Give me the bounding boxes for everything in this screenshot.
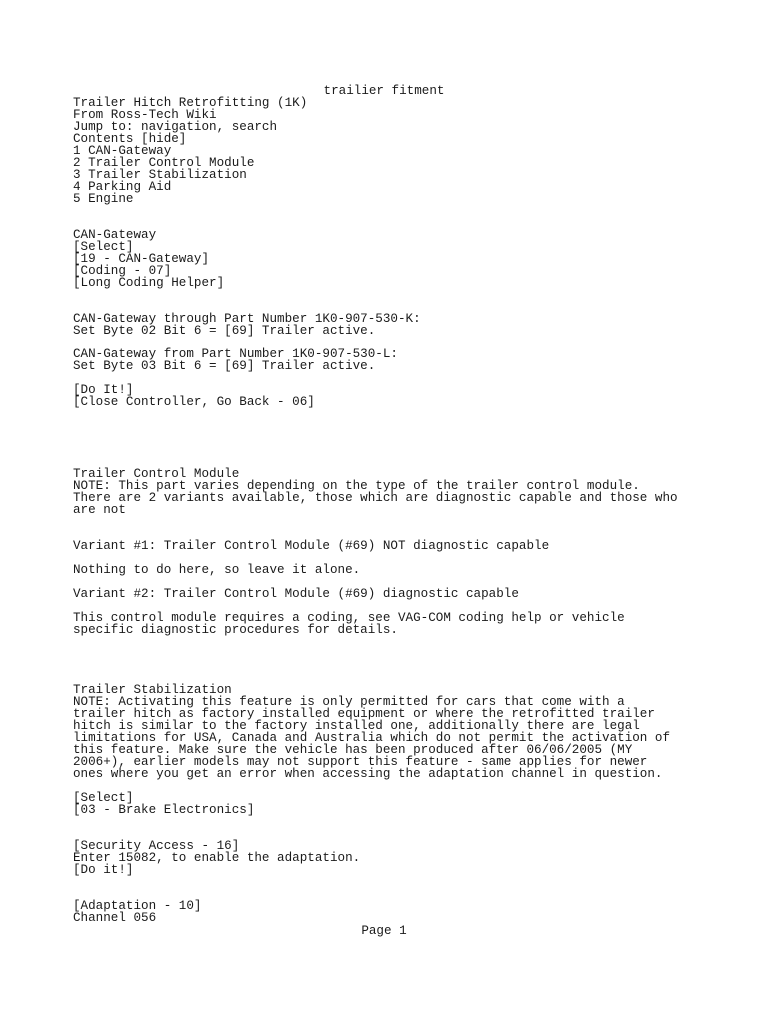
body-line: Set Byte 03 Bit 6 = [69] Trailer active. [73,359,376,373]
page-header-title: trailier fitment [323,84,445,98]
body-line: Nothing to do here, so leave it alone. [73,563,361,577]
step-line: [Long Coding Helper] [73,276,225,290]
body-line: Channel 056 [73,911,157,925]
note-line: There are 2 variants available, those which are diagnostic capable and those who [73,491,678,505]
document-title: Trailer Hitch Retrofitting (1K) [73,96,308,110]
note-line: limitations for USA, Canada and Australia which do not permit the activation of [73,731,671,745]
source-line: From Ross-Tech Wiki [73,108,217,122]
step-line: [19 - CAN-Gateway] [73,252,210,266]
note-line: 2006+), earlier models may not support this feature - same applies for newer [73,755,648,769]
body-line: Enter 15082, to enable the adaptation. [73,851,361,865]
note-line: ones where you get an error when accessing the adaptation channel in question. [73,767,663,781]
variant-heading: Variant #1: Trailer Control Module (#69) NOT diagnostic capable [73,539,550,553]
note-line: hitch is similar to the factory installed one, additionally there are legal [73,719,640,733]
section-heading-trailer-control: Trailer Control Module [73,467,240,481]
contents-label: Contents [hide] [73,132,187,146]
note-line: trailer hitch as factory installed equipment or where the retrofitted trailer [73,707,655,721]
body-line: Set Byte 02 Bit 6 = [69] Trailer active. [73,324,376,338]
jump-to-line: Jump to: navigation, search [73,120,278,134]
note-line: NOTE: Activating this feature is only permitted for cars that come with a [73,695,625,709]
step-line: [Do It!] [73,383,134,397]
step-line: [Do it!] [73,863,134,877]
toc-item: 3 Trailer Stabilization [73,168,247,182]
section-heading-can-gateway: CAN-Gateway [73,228,157,242]
step-line: [03 - Brake Electronics] [73,803,255,817]
toc-item: 5 Engine [73,192,134,206]
step-line: [Select] [73,240,134,254]
body-line: CAN-Gateway through Part Number 1K0-907-530-K: [73,312,421,326]
step-line: [Close Controller, Go Back - 06] [73,395,315,409]
step-line: [Security Access - 16] [73,839,240,853]
toc-item: 4 Parking Aid [73,180,172,194]
note-line: this feature. Make sure the vehicle has been produced after 06/06/2005 (MY [73,743,633,757]
note-line: NOTE: This part varies depending on the type of the trailer control module. [73,479,640,493]
variant-heading: Variant #2: Trailer Control Module (#69) diagnostic capable [73,587,519,601]
step-line: [Adaptation - 10] [73,899,202,913]
page-number: Page 1 [361,924,407,938]
step-line: [Select] [73,791,134,805]
body-line: specific diagnostic procedures for details. [73,623,398,637]
toc-item: 2 Trailer Control Module [73,156,255,170]
body-line: CAN-Gateway from Part Number 1K0-907-530-L: [73,347,398,361]
note-line: are not [73,503,126,517]
toc-item: 1 CAN-Gateway [73,144,172,158]
body-line: This control module requires a coding, see VAG-COM coding help or vehicle [73,611,625,625]
section-heading-trailer-stabilization: Trailer Stabilization [73,683,232,697]
step-line: [Coding - 07] [73,264,172,278]
